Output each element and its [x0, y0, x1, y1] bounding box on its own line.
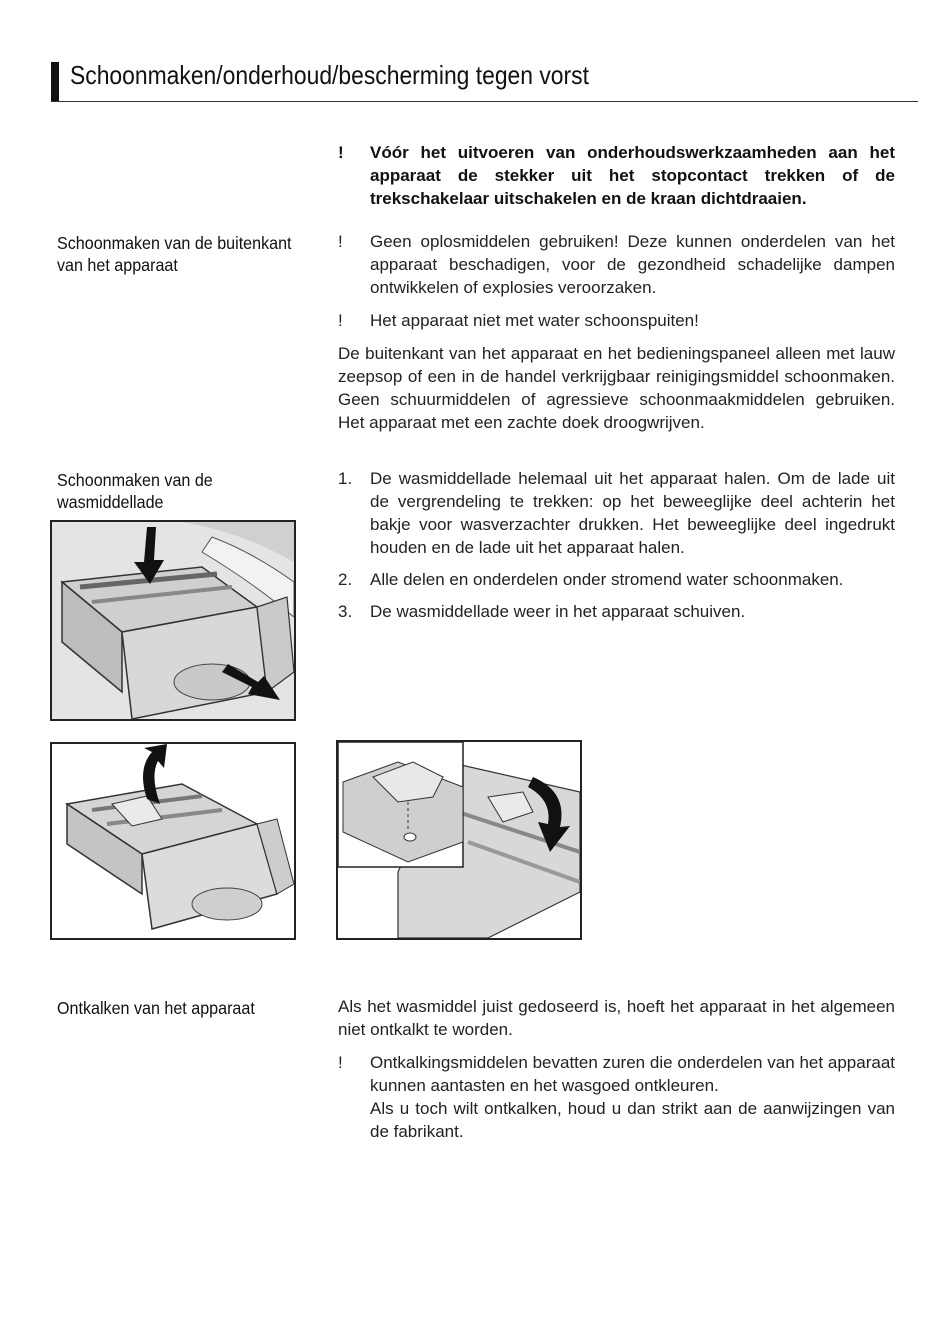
- section-drawer-body: [338, 467, 895, 623]
- top-warning-block: [338, 141, 895, 210]
- section-heading-outside: Schoonmaken van de buitenkant van het apparaat: [57, 233, 292, 275]
- descale-paragraph: Als het wasmiddel juist gedoseerd is, hoeft het apparaat in het algemeen niet ontkalkt te worden.: [338, 997, 895, 1039]
- section-descale-body: [338, 995, 895, 1143]
- warning-mark: !: [338, 1053, 343, 1072]
- section-outside-body: [338, 230, 895, 434]
- page-title: Schoonmaken/onderhoud/bescherming tegen vorst: [70, 60, 589, 90]
- step-2-text: Alle delen en onderdelen onder stromend water schoonmaken.: [370, 570, 844, 589]
- siphon-removal-illustration: [50, 742, 296, 940]
- step-3-text: De wasmiddellade weer in het apparaat schuiven.: [370, 602, 746, 621]
- warning-descaler-text: Ontkalkingsmiddelen bevatten zuren die onderdelen van het apparaat kunnen aantasten en het wasgoed ontkleuren.: [370, 1053, 895, 1095]
- warning-mark: !: [338, 232, 343, 251]
- step-number: 1.: [338, 469, 353, 488]
- section-heading-drawer: Schoonmaken van de wasmiddellade: [57, 470, 213, 512]
- title-bar-accent: [51, 62, 59, 102]
- warning-descaler: [338, 1051, 895, 1143]
- section-heading-descale: Ontkalken van het apparaat: [57, 998, 255, 1018]
- top-warning: [338, 141, 895, 210]
- step-3: [338, 600, 895, 623]
- siphon-detail-illustration: [336, 740, 582, 940]
- step-2: [338, 568, 895, 591]
- drawer-removal-illustration: [50, 520, 296, 721]
- warning-solvents: [338, 230, 895, 299]
- step-1: [338, 467, 895, 559]
- outside-cleaning-paragraph: De buitenkant van het apparaat en het bedieningspaneel alleen met lauw zeepsop of een in de handel verkrijgbaar reinigingsmiddel schoonmaken. Geen schuurmiddelen of agressieve schoonmaakmiddelen gebruiken. Het apparaat met een zachte doek droogwrijven.: [338, 344, 895, 432]
- warning-mark: !: [338, 311, 343, 330]
- warning-water-text: Het apparaat niet met water schoonspuiten!: [370, 311, 699, 330]
- step-number: 3.: [338, 602, 353, 621]
- warning-solvents-text: Geen oplosmiddelen gebruiken! Deze kunnen onderdelen van het apparaat beschadigen, voor de gezondheid schadelijke dampen ontwikkelen of explosies veroorzaken.: [370, 232, 895, 297]
- title-divider: [51, 101, 918, 102]
- warning-water: [338, 309, 895, 332]
- step-1-text: De wasmiddellade helemaal uit het apparaat halen. Om de lade uit de vergrendeling te trekken: op het beweeglijke deel achterin het bakje voor wasverzachter drukken. Het beweeglijke deel ingedrukt houden en de lade uit het apparaat halen.: [370, 469, 895, 557]
- step-number: 2.: [338, 570, 353, 589]
- top-warning-text: Vóór het uitvoeren van onderhoudswerkzaamheden aan het apparaat de stekker uit het stopcontact trekken of de trekschakelaar uitschakelen en de kraan dichtdraaien.: [370, 143, 895, 208]
- warning-descaler-text-2: Als u toch wilt ontkalken, houd u dan strikt aan de aanwijzingen van de fabrikant.: [370, 1099, 895, 1141]
- warning-mark: !: [338, 143, 344, 162]
